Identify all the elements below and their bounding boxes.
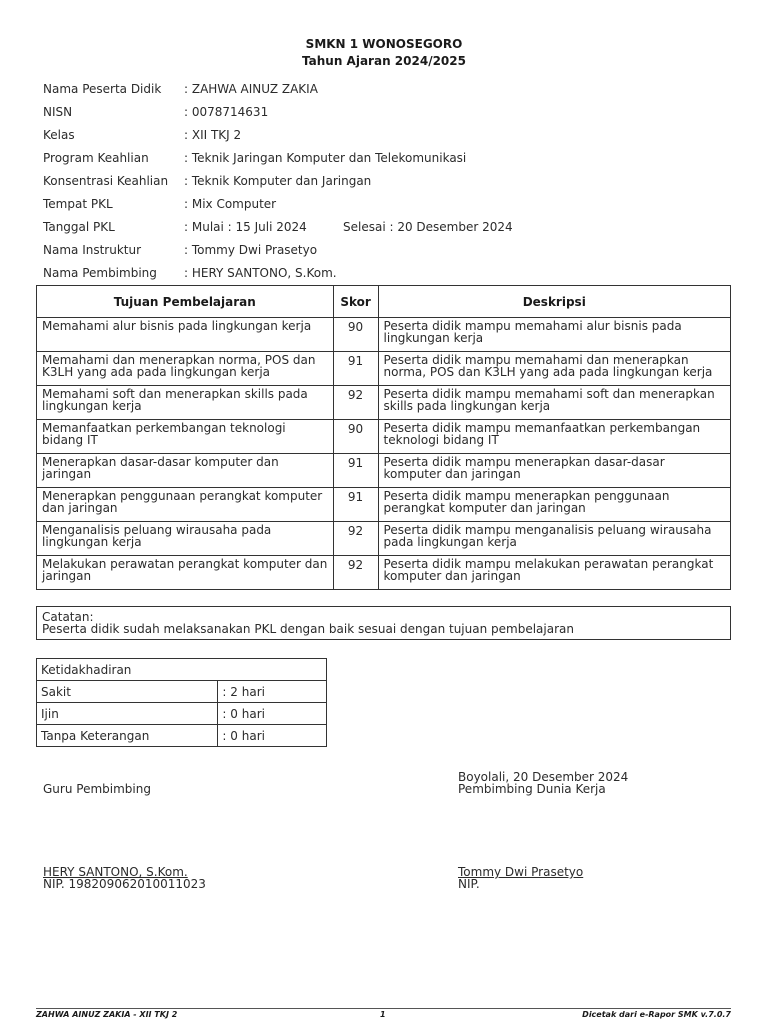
cell-deskripsi: Peserta didik mampu menganalisis peluang wirausaha pada lingkungan kerja	[378, 522, 730, 556]
cell-tujuan: Memahami dan menerapkan norma, POS dan K3LH yang ada pada lingkungan kerja	[37, 352, 334, 386]
footer-divider	[36, 1008, 268, 1009]
cell-skor: 92	[333, 386, 378, 420]
cell-tujuan: Memanfaatkan perkembangan teknologi bidang IT	[37, 420, 334, 454]
cell-deskripsi: Peserta didik mampu memahami alur bisnis pada lingkungan kerja	[378, 318, 730, 352]
cell-skor: 91	[333, 454, 378, 488]
footer-divider	[268, 1008, 731, 1009]
cell-skor: 91	[333, 488, 378, 522]
cell-deskripsi: Peserta didik mampu menerapkan dasar-dasar komputer dan jaringan	[378, 454, 730, 488]
info-label: Tanggal PKL	[43, 220, 115, 234]
info-value: : Mix Computer	[184, 197, 277, 211]
info-value: : HERY SANTONO, S.Kom.	[184, 266, 337, 280]
absence-value: : 2 hari	[218, 681, 327, 703]
academic-year: Tahun Ajaran 2024/2025	[302, 54, 466, 68]
table-row	[37, 386, 731, 420]
table-row	[37, 556, 731, 590]
info-value: : ZAHWA AINUZ ZAKIA	[184, 82, 318, 96]
absence-row	[37, 681, 327, 703]
info-label: Nama Pembimbing	[43, 266, 157, 280]
cell-skor: 92	[333, 522, 378, 556]
cell-deskripsi: Peserta didik mampu memanfaatkan perkembangan teknologi bidang IT	[378, 420, 730, 454]
page-number: 1	[380, 1010, 386, 1019]
signer-nip: NIP. 198209062010011023	[43, 877, 206, 891]
signer-nip: NIP.	[458, 877, 480, 891]
info-end-date: Selesai : 20 Desember 2024	[343, 220, 513, 234]
info-label: Nama Peserta Didik	[43, 82, 162, 96]
cell-skor: 92	[333, 556, 378, 590]
table-row	[37, 352, 731, 386]
absence-row	[37, 725, 327, 747]
absence-label: Sakit	[37, 681, 218, 703]
table-row	[37, 318, 731, 352]
info-value: : Tommy Dwi Prasetyo	[184, 243, 318, 257]
info-value: : Teknik Jaringan Komputer dan Telekomunikasi	[184, 151, 467, 165]
signer-name: HERY SANTONO, S.Kom.	[43, 865, 188, 879]
place-date: Boyolali, 20 Desember 2024	[458, 770, 629, 784]
signer-name: Tommy Dwi Prasetyo	[458, 865, 584, 879]
column-header-deskripsi: Deskripsi	[378, 286, 730, 318]
notes-text: Peserta didik sudah melaksanakan PKL dengan baik sesuai dengan tujuan pembelajaran	[42, 622, 574, 636]
absence-table	[36, 658, 327, 747]
info-label: Tempat PKL	[43, 197, 113, 211]
page-footer	[36, 1006, 731, 1020]
info-value: : Mulai : 15 Juli 2024	[184, 220, 307, 234]
table-row	[37, 454, 731, 488]
cell-tujuan: Menerapkan penggunaan perangkat komputer dan jaringan	[37, 488, 334, 522]
cell-skor: 90	[333, 318, 378, 352]
info-label: Kelas	[43, 128, 75, 142]
absence-row	[37, 703, 327, 725]
cell-deskripsi: Peserta didik mampu menerapkan penggunaan perangkat komputer dan jaringan	[378, 488, 730, 522]
info-label: Nama Instruktur	[43, 243, 142, 257]
right-signature-role	[458, 771, 628, 795]
left-signature-role	[43, 783, 151, 795]
column-header-tujuan: Tujuan Pembelajaran	[37, 286, 334, 318]
cell-deskripsi: Peserta didik mampu memahami dan menerapkan norma, POS dan K3LH yang ada pada lingkungan kerja	[378, 352, 730, 386]
table-row	[37, 522, 731, 556]
signer-role: Pembimbing Dunia Kerja	[458, 782, 606, 796]
report-header	[0, 36, 768, 70]
column-header-skor: Skor	[333, 286, 378, 318]
info-value: : 0078714631	[184, 105, 269, 119]
absence-value: : 0 hari	[218, 703, 327, 725]
footer-printed-by: Dicetak dari e-Rapor SMK v.7.0.7	[582, 1010, 731, 1019]
info-label: NISN	[43, 105, 73, 119]
table-header-row	[37, 286, 731, 318]
notes-label: Catatan:	[42, 610, 94, 624]
right-signature-block	[458, 866, 583, 890]
absence-value: : 0 hari	[218, 725, 327, 747]
cell-deskripsi: Peserta didik mampu melakukan perawatan perangkat komputer dan jaringan	[378, 556, 730, 590]
cell-tujuan: Menganalisis peluang wirausaha pada lingkungan kerja	[37, 522, 334, 556]
learning-objectives-table	[36, 285, 731, 590]
info-label: Konsentrasi Keahlian	[43, 174, 169, 188]
signer-role: Guru Pembimbing	[43, 782, 151, 796]
cell-tujuan: Memahami soft dan menerapkan skills pada lingkungan kerja	[37, 386, 334, 420]
school-name: SMKN 1 WONOSEGORO	[305, 37, 463, 51]
cell-tujuan: Menerapkan dasar-dasar komputer dan jaringan	[37, 454, 334, 488]
table-row	[37, 420, 731, 454]
info-value: : Teknik Komputer dan Jaringan	[184, 174, 372, 188]
cell-skor: 91	[333, 352, 378, 386]
info-label: Program Keahlian	[43, 151, 149, 165]
table-row	[37, 488, 731, 522]
absence-title: Ketidakhadiran	[37, 659, 327, 681]
left-signature-block	[43, 866, 206, 890]
footer-student: ZAHWA AINUZ ZAKIA - XII TKJ 2	[36, 1010, 178, 1019]
cell-deskripsi: Peserta didik mampu memahami soft dan menerapkan skills pada lingkungan kerja	[378, 386, 730, 420]
absence-label: Ijin	[37, 703, 218, 725]
info-value: : XII TKJ 2	[184, 128, 242, 142]
cell-tujuan: Melakukan perawatan perangkat komputer dan jaringan	[37, 556, 334, 590]
notes-box	[36, 606, 731, 640]
absence-label: Tanpa Keterangan	[37, 725, 218, 747]
absence-title-row	[37, 659, 327, 681]
cell-tujuan: Memahami alur bisnis pada lingkungan kerja	[37, 318, 334, 352]
cell-skor: 90	[333, 420, 378, 454]
